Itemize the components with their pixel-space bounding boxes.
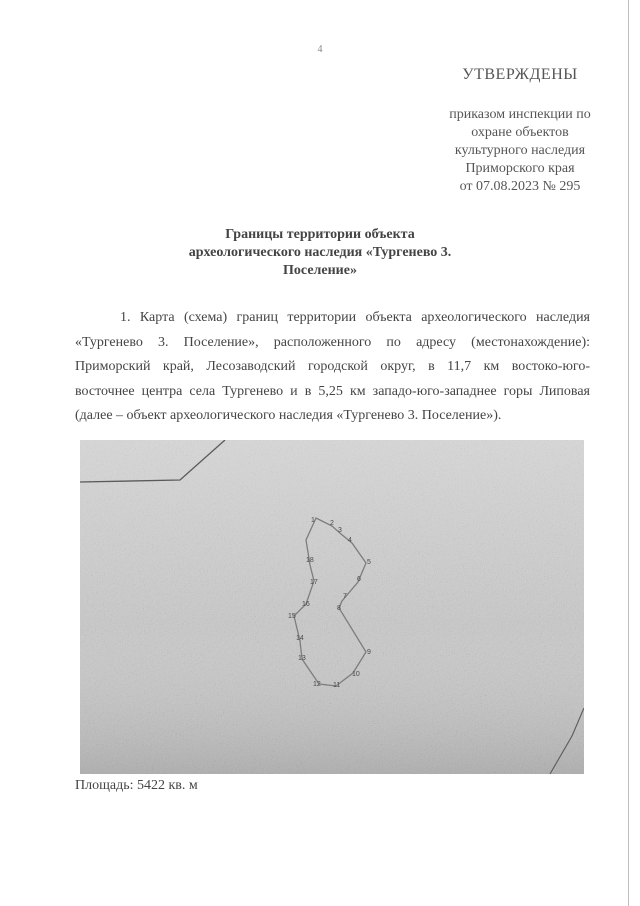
boundary-point-label: 1	[311, 517, 315, 524]
heading-line: археологического наследия «Тургенево 3.	[188, 245, 452, 260]
boundary-point-label: 11	[333, 682, 341, 689]
boundary-point-label: 6	[357, 576, 361, 583]
boundary-point-label: 16	[302, 601, 310, 608]
paragraph-line: восточнее центра села Тургенево и в 5,25 км западо-юго-западнее горы Липовая	[75, 383, 590, 399]
approval-line: приказом инспекции по	[449, 107, 591, 122]
description-paragraph	[75, 306, 590, 429]
boundary-point-label: 12	[313, 681, 321, 688]
boundary-point-label: 2	[330, 520, 334, 527]
paragraph-line: Приморский край, Лесозаводский городской округ, в 11,7 км востоко-юго-	[75, 359, 590, 374]
boundary-map-svg	[80, 440, 584, 774]
paragraph-line: «Тургенево 3. Поселение», расположенного по адресу (местонахождение):	[75, 334, 590, 350]
map-shade	[80, 440, 584, 774]
area-label: Площадь: 5422 кв. м	[75, 778, 198, 793]
boundary-point-label: 9	[367, 649, 371, 656]
boundary-point-label: 10	[352, 671, 360, 678]
heading-line: Поселение»	[283, 263, 357, 278]
approval-line: культурного наследия	[454, 143, 586, 158]
boundary-point-label: 13	[298, 655, 306, 662]
approval-title: УТВЕРЖДЕНЫ	[462, 66, 578, 83]
paragraph-line: 1. Карта (схема) границ территории объекта археологического наследия	[120, 310, 590, 325]
boundary-point-label: 7	[343, 593, 347, 600]
document-heading	[130, 226, 510, 280]
boundary-map	[80, 440, 584, 774]
approval-line: охране объектов	[471, 125, 569, 140]
boundary-point-label: 3	[338, 527, 342, 534]
boundary-point-label: 14	[296, 635, 304, 642]
boundary-point-label: 5	[367, 559, 371, 566]
approval-order	[420, 106, 620, 196]
paragraph-line: (далее – объект археологического наследия «Тургенево 3. Поселение»).	[75, 408, 502, 423]
approval-line: от 07.08.2023 № 295	[459, 179, 581, 194]
boundary-point-label: 4	[348, 537, 352, 544]
approval-line: Приморского края	[465, 161, 575, 176]
boundary-point-label: 18	[306, 557, 314, 564]
page-number: 4	[317, 44, 323, 55]
boundary-point-label: 15	[288, 613, 296, 620]
scan-edge-line	[628, 0, 629, 906]
boundary-point-label: 17	[310, 579, 318, 586]
boundary-point-label: 8	[337, 605, 341, 612]
heading-line: Границы территории объекта	[225, 227, 415, 242]
